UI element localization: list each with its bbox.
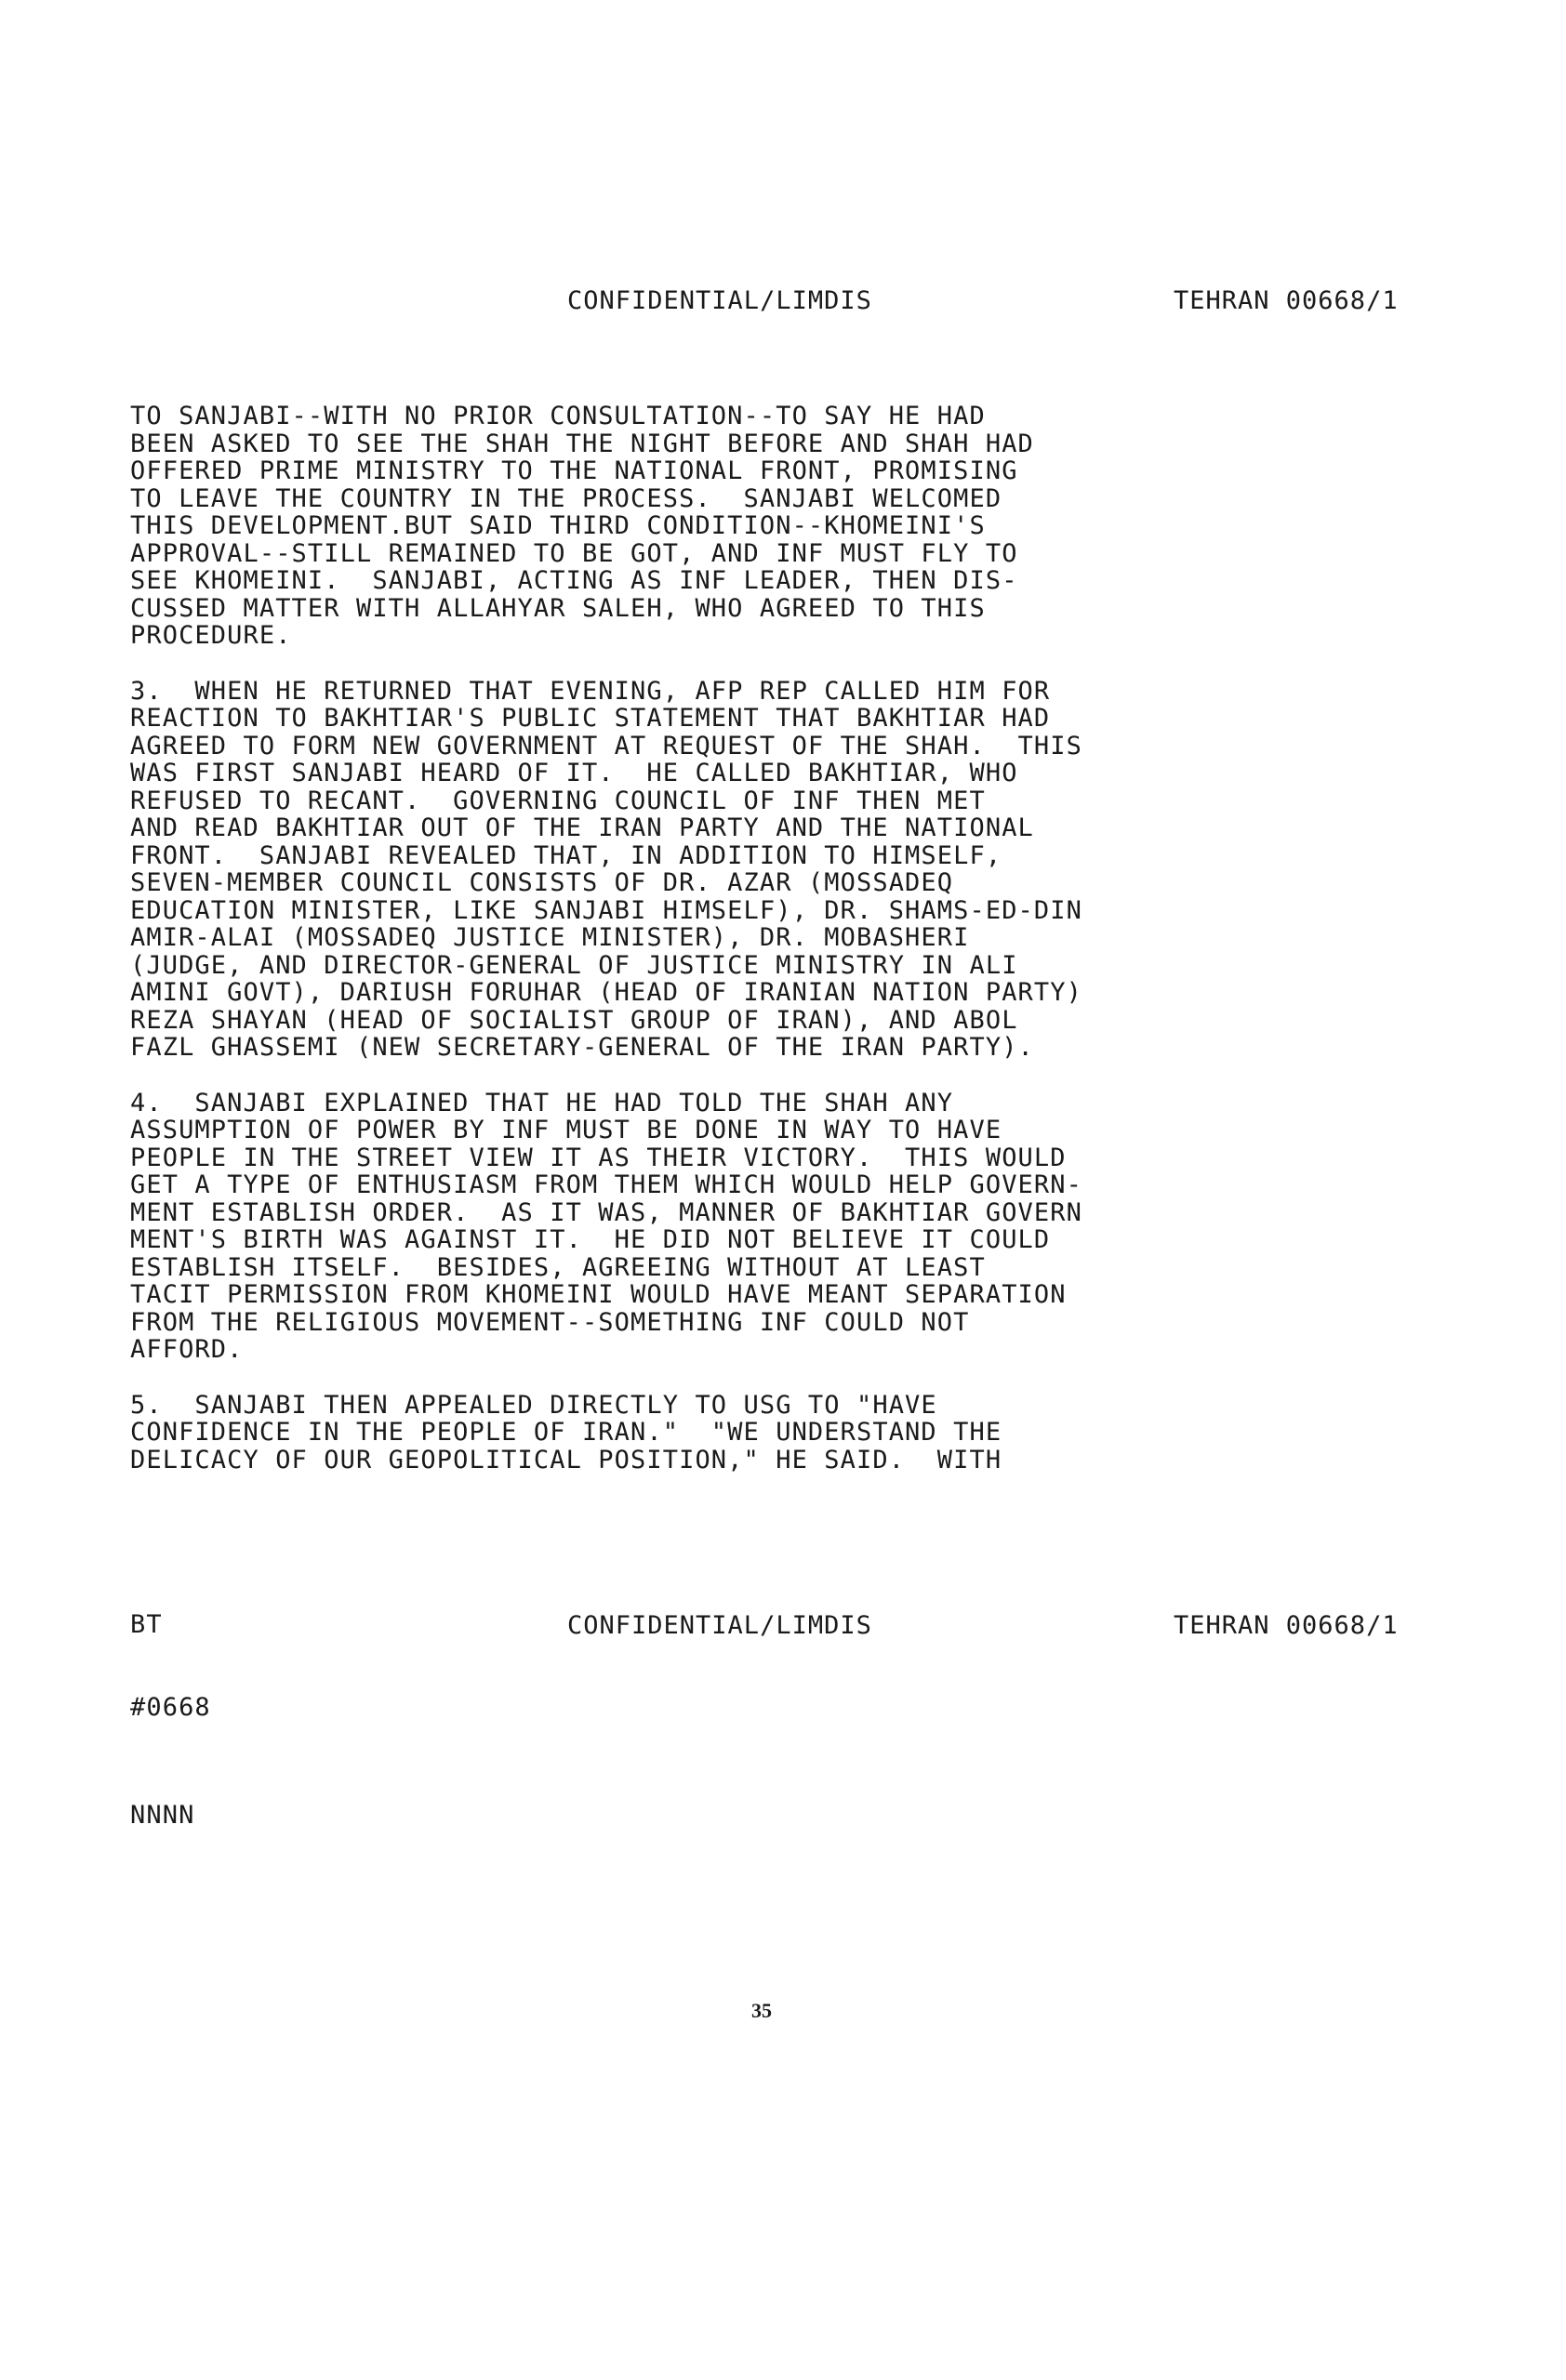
text-line: REACTION TO BAKHTIAR'S PUBLIC STATEMENT THAT BAKHTIAR HAD — [130, 704, 1051, 733]
bt-marker: BT — [130, 1610, 163, 1639]
text-line: OFFERED PRIME MINISTRY TO THE NATIONAL FRONT, PROMISING — [130, 456, 1018, 485]
cable-body — [130, 348, 1432, 1939]
text-line: WAS FIRST SANJABI HEARD OF IT. HE CALLED BAKHTIAR, WHO — [130, 759, 1018, 787]
text-line: AFFORD. — [130, 1335, 244, 1364]
text-line: FROM THE RELIGIOUS MOVEMENT--SOMETHING INF COULD NOT — [130, 1307, 970, 1337]
text-line: AMIR-ALAI (MOSSADEQ JUSTICE MINISTER), DR. MOBASHERI — [130, 923, 970, 952]
paragraph — [130, 1392, 1432, 1474]
text-line: PEOPLE IN THE STREET VIEW IT AS THEIR VICTORY. THIS WOULD — [130, 1143, 1067, 1172]
text-line: BEEN ASKED TO SEE THE SHAH THE NIGHT BEFORE AND SHAH HAD — [130, 429, 1034, 458]
text-line: FAZL GHASSEMI (NEW SECRETARY-GENERAL OF THE IRAN PARTY). — [130, 1033, 1034, 1062]
text-line: 4. SANJABI EXPLAINED THAT HE HAD TOLD THE SHAH ANY — [130, 1088, 954, 1117]
cable-trailer — [130, 1556, 1432, 1884]
text-line: MENT ESTABLISH ORDER. AS IT WAS, MANNER OF BAKHTIAR GOVERN — [130, 1197, 1082, 1227]
text-line: AMINI GOVT), DARIUSH FORUHAR (HEAD OF IRANIAN NATION PARTY) — [130, 978, 1082, 1007]
text-line: EDUCATION MINISTER, LIKE SANJABI HIMSELF), DR. SHAMS-ED-DIN — [130, 895, 1082, 925]
text-line: PROCEDURE. — [130, 621, 292, 650]
text-line: SEE KHOMEINI. SANJABI, ACTING AS INF LEADER, THEN DIS- — [130, 566, 1018, 595]
top-classification: CONFIDENTIAL/LIMDIS — [567, 286, 872, 315]
message-number: #0668 — [130, 1692, 211, 1722]
text-line: 3. WHEN HE RETURNED THAT EVENING, AFP REP CALLED HIM FOR — [130, 676, 1051, 706]
text-line: CONFIDENCE IN THE PEOPLE OF IRAN." "WE UNDERSTAND THE — [130, 1418, 1002, 1447]
text-line: SEVEN-MEMBER COUNCIL CONSISTS OF DR. AZAR (MOSSADEQ — [130, 868, 954, 897]
text-line: ASSUMPTION OF POWER BY INF MUST BE DONE IN WAY TO HAVE — [130, 1116, 1002, 1144]
text-line: THIS DEVELOPMENT.BUT SAID THIRD CONDITION--KHOMEINI'S — [130, 511, 986, 540]
bottom-classification: CONFIDENTIAL/LIMDIS — [567, 1611, 872, 1640]
paragraph — [130, 403, 1432, 650]
text-line: REFUSED TO RECANT. GOVERNING COUNCIL OF INF THEN MET — [130, 786, 986, 815]
text-line: REZA SHAYAN (HEAD OF SOCIALIST GROUP OF IRAN), AND ABOL — [130, 1005, 1018, 1035]
page-number: 35 — [751, 1999, 772, 2022]
text-line: FRONT. SANJABI REVEALED THAT, IN ADDITION TO HIMSELF, — [130, 840, 1002, 870]
text-line: DELICACY OF OUR GEOPOLITICAL POSITION," HE SAID. WITH — [130, 1445, 1002, 1474]
text-line: TACIT PERMISSION FROM KHOMEINI WOULD HAVE MEANT SEPARATION — [130, 1280, 1067, 1309]
text-line: ESTABLISH ITSELF. BESIDES, AGREEING WITHOUT AT LEAST — [130, 1252, 986, 1282]
text-line: GET A TYPE OF ENTHUSIASM FROM THEM WHICH WOULD HELP GOVERN- — [130, 1170, 1082, 1199]
text-line: AND READ BAKHTIAR OUT OF THE IRAN PARTY AND THE NATIONAL — [130, 813, 1034, 842]
paragraph — [130, 1090, 1432, 1364]
top-message-ref: TEHRAN 00668/1 — [1174, 286, 1399, 315]
text-line: TO LEAVE THE COUNTRY IN THE PROCESS. SANJABI WELCOMED — [130, 483, 1002, 513]
text-line: (JUDGE, AND DIRECTOR-GENERAL OF JUSTICE MINISTRY IN ALI — [130, 950, 1018, 980]
text-line: TO SANJABI--WITH NO PRIOR CONSULTATION--TO SAY HE HAD — [130, 402, 986, 430]
paragraph-list — [130, 403, 1432, 1474]
text-line: APPROVAL--STILL REMAINED TO BE GOT, AND INF MUST FLY TO — [130, 538, 1018, 568]
text-line: AGREED TO FORM NEW GOVERNMENT AT REQUEST OF THE SHAH. THIS — [130, 731, 1082, 760]
end-marker: NNNN — [130, 1801, 195, 1830]
text-line: MENT'S BIRTH WAS AGAINST IT. HE DID NOT BELIEVE IT COULD — [130, 1225, 1051, 1254]
text-line: 5. SANJABI THEN APPEALED DIRECTLY TO USG TO "HAVE — [130, 1390, 937, 1420]
bottom-message-ref: TEHRAN 00668/1 — [1174, 1611, 1399, 1640]
text-line: CUSSED MATTER WITH ALLAHYAR SALEH, WHO AGREED TO THIS — [130, 593, 986, 623]
paragraph — [130, 678, 1432, 1062]
